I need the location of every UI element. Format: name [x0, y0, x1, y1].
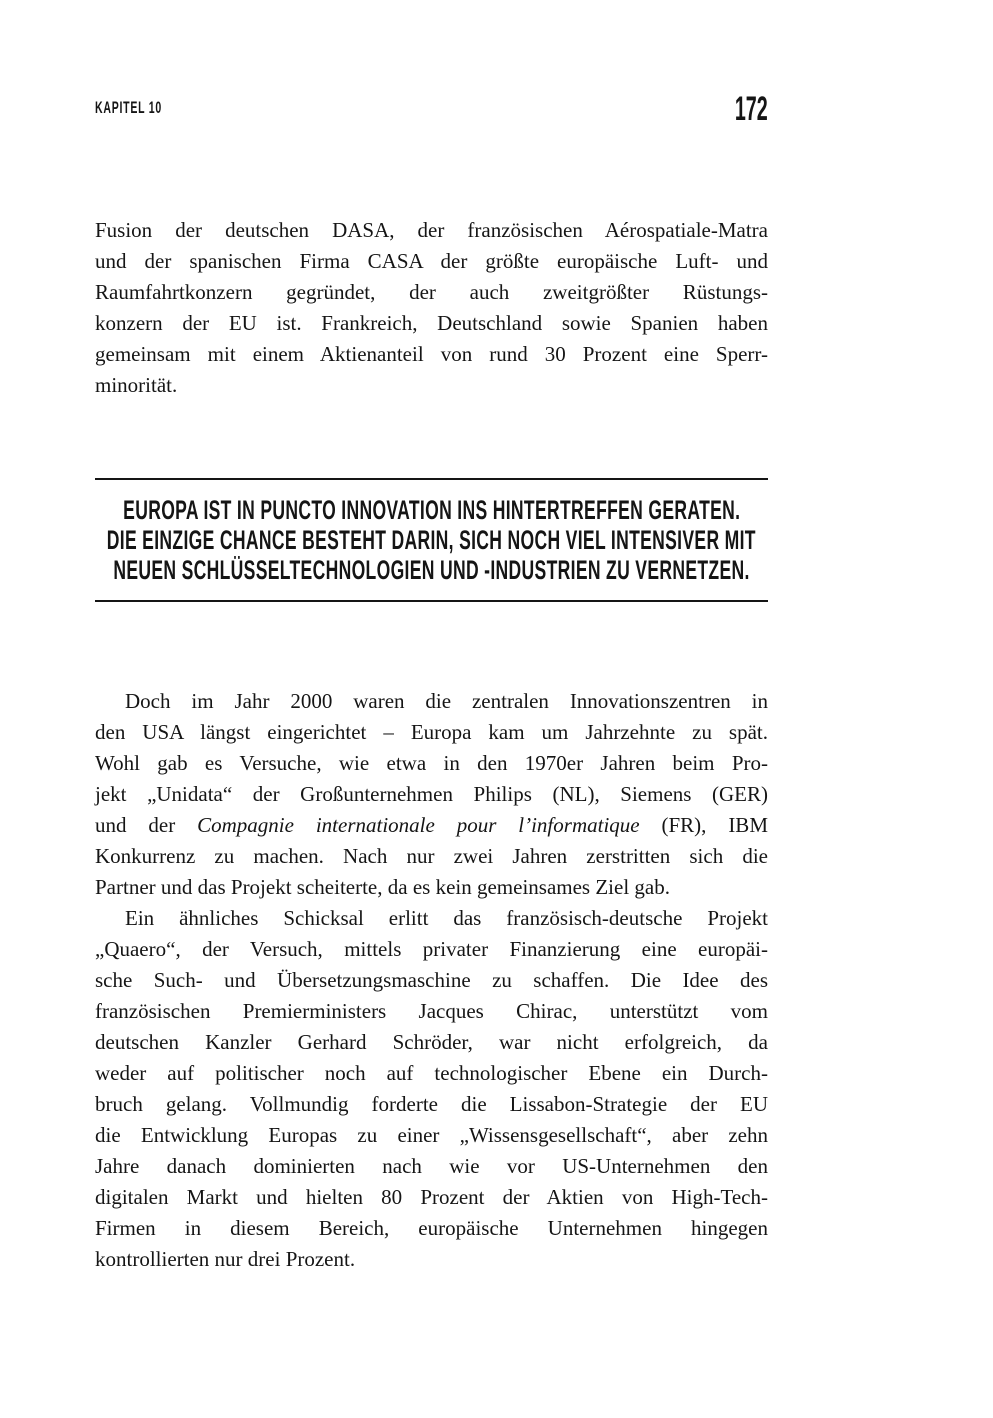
text-line: Wohl gab es Versuche, wie etwa in den 1970er Jahren beim Pro- — [95, 751, 768, 775]
text-line: deutschen Kanzler Gerhard Schröder, war nicht erfolgreich, da — [95, 1030, 768, 1054]
paragraph-3 — [95, 903, 768, 1275]
text-line — [95, 810, 768, 841]
quote-rule-bottom — [95, 600, 768, 602]
text-line: den USA längst eingerichtet – Europa kam um Jahrzehnte zu spät. — [95, 720, 768, 744]
pull-quote-line — [95, 525, 768, 555]
text-line: Partner und das Projekt scheiterte, da es kein gemeinsames Ziel gab. — [95, 875, 670, 899]
italic-text-segment: Compagnie internationale pour l’informatique — [197, 813, 640, 837]
text-line: Doch im Jahr 2000 waren die zentralen Innovationszentren in — [125, 689, 768, 713]
text-line: die Entwicklung Europas zu einer „Wissensgesellschaft“, aber zehn — [95, 1123, 768, 1147]
pull-quote — [95, 480, 768, 600]
text-line: sche Such- und Übersetzungsmaschine zu schaffen. Die Idee des — [95, 968, 768, 992]
text-segment: und der — [95, 813, 198, 837]
body-text — [95, 686, 768, 1275]
text-line: gemeinsam mit einem Aktienanteil von rund 30 Prozent eine Sperr- — [95, 342, 768, 366]
text-line: Firmen in diesem Bereich, europäische Unternehmen hingegen — [95, 1216, 768, 1240]
pull-quote-text: NEUEN SCHLÜSSELTECHNOLOGIEN UND -INDUSTRIEN ZU VERNETZEN. — [113, 555, 750, 585]
text-line: konzern der EU ist. Frankreich, Deutschland sowie Spanien haben — [95, 311, 768, 335]
pull-quote-line — [95, 495, 768, 525]
pull-quote-line — [95, 555, 768, 585]
text-line: französischen Premierministers Jacques Chirac, unterstützt vom — [95, 999, 768, 1023]
text-line: kontrollierten nur drei Prozent. — [95, 1247, 356, 1271]
text-line: und der spanischen Firma CASA der größte europäische Luft- und — [95, 249, 768, 273]
text-line: Fusion der deutschen DASA, der französischen Aérospatiale-Matra — [95, 218, 768, 242]
paragraph-2 — [95, 686, 768, 903]
text-line: bruch gelang. Vollmundig forderte die Lissabon-Strategie der EU — [95, 1092, 768, 1116]
chapter-label: KAPITEL 10 — [95, 98, 162, 117]
text-line: weder auf politischer noch auf technologischer Ebene ein Durch- — [95, 1061, 768, 1085]
text-line: Jahre danach dominierten nach wie vor US-Unternehmen den — [95, 1154, 768, 1178]
paragraph-1 — [95, 215, 768, 401]
page-number: 172 — [735, 90, 768, 128]
pull-quote-text: DIE EINZIGE CHANCE BESTEHT DARIN, SICH NOCH VIEL INTENSIVER MIT — [106, 525, 757, 555]
text-line: minorität. — [95, 373, 178, 397]
text-line: „Quaero“, der Versuch, mittels privater Finanzierung eine europäi- — [95, 937, 768, 961]
text-line: Ein ähnliches Schicksal erlitt das französisch-deutsche Projekt — [125, 906, 768, 930]
pull-quote-text: EUROPA IST IN PUNCTO INNOVATION INS HINTERTREFFEN GERATEN. — [122, 495, 741, 525]
text-segment: (FR), IBM — [639, 813, 768, 837]
text-line: Konkurrenz zu machen. Nach nur zwei Jahren zerstritten sich die — [95, 844, 768, 868]
text-line: digitalen Markt und hielten 80 Prozent der Aktien von High-Tech- — [95, 1185, 768, 1209]
text-line: Raumfahrtkonzern gegründet, der auch zweitgrößter Rüstungs- — [95, 280, 768, 304]
text-line: jekt „Unidata“ der Großunternehmen Philips (NL), Siemens (GER) — [95, 782, 768, 806]
page-header — [95, 89, 768, 128]
